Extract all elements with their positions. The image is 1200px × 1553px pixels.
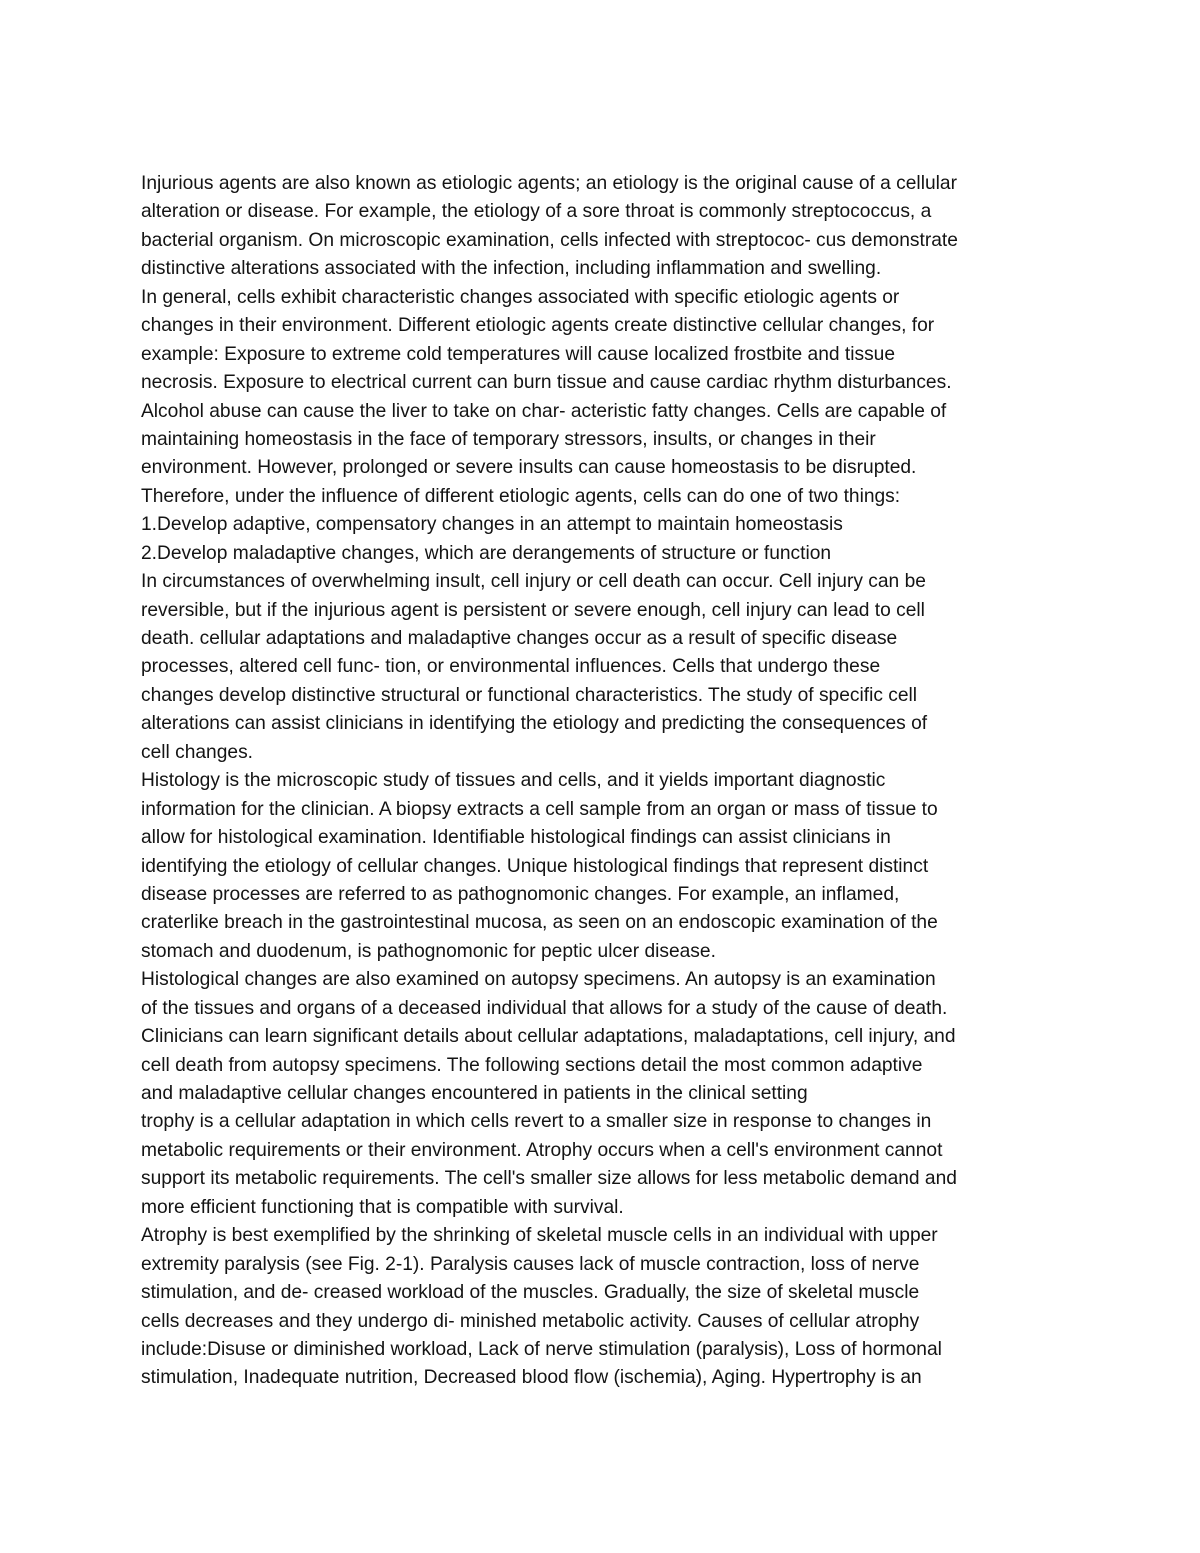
text-line: bacterial organism. On microscopic examination, cells infected with streptococ- cus demonstrate: [141, 229, 958, 251]
text-line: example: Exposure to extreme cold temperatures will cause localized frostbite and tissue: [141, 343, 896, 365]
text-line: Clinicians can learn significant details about cellular adaptations, maladaptations, cell injury, and: [141, 1026, 956, 1048]
text-line: necrosis. Exposure to electrical current can burn tissue and cause cardiac rhythm disturbances.: [141, 372, 952, 394]
text-line: Histological changes are also examined on autopsy specimens. An autopsy is an examination: [141, 969, 936, 991]
text-line: maintaining homeostasis in the face of temporary stressors, insults, or changes in their: [141, 428, 876, 450]
text-line: alterations can assist clinicians in identifying the etiology and predicting the consequences of: [141, 713, 928, 735]
text-line: Histology is the microscopic study of tissues and cells, and it yields important diagnostic: [141, 770, 886, 792]
text-line: death. cellular adaptations and maladaptive changes occur as a result of specific disease: [141, 628, 898, 649]
text-line: changes in their environment. Different etiologic agents create distinctive cellular changes, for: [141, 315, 935, 337]
text-line: Injurious agents are also known as etiologic agents; an etiology is the original cause of a cellular: [141, 173, 957, 194]
text-line: identifying the etiology of cellular changes. Unique histological findings that represent distinct: [141, 855, 929, 877]
text-line: processes, altered cell func- tion, or environmental influences. Cells that undergo these: [141, 656, 881, 678]
list-item: 2.Develop maladaptive changes, which are derangements of structure or function: [141, 542, 832, 564]
text-line: information for the clinician. A biopsy extracts a cell sample from an organ or mass of tissue to: [141, 798, 938, 820]
text-line: cell death from autopsy specimens. The following sections detail the most common adaptive: [141, 1054, 923, 1076]
text-line: disease processes are referred to as pathognomonic changes. For example, an inflamed,: [141, 883, 900, 905]
text-line: include:Disuse or diminished workload, Lack of nerve stimulation (paralysis), Loss of hormonal: [141, 1338, 942, 1360]
text-line: craterlike breach in the gastrointestinal mucosa, as seen on an endoscopic examination of the: [141, 912, 938, 934]
text-line: cells decreases and they undergo di- minished metabolic activity. Causes of cellular atrophy: [141, 1310, 920, 1332]
text-line: alteration or disease. For example, the etiology of a sore throat is commonly streptococcus, a: [141, 201, 932, 223]
text-line: reversible, but if the injurious agent is persistent or severe enough, cell injury can lead to cell: [141, 599, 925, 621]
text-line: of the tissues and organs of a deceased individual that allows for a study of the cause of death.: [141, 997, 948, 1019]
text-line: Atrophy is best exemplified by the shrinking of skeletal muscle cells in an individual with upper: [141, 1225, 938, 1247]
text-line: trophy is a cellular adaptation in which cells revert to a smaller size in response to changes in: [141, 1111, 932, 1133]
text-line: environment. However, prolonged or severe insults can cause homeostasis to be disrupted.: [141, 457, 917, 479]
text-line: allow for histological examination. Identifiable histological findings can assist clinicians in: [141, 827, 891, 849]
list-item: 1.Develop adaptive, compensatory changes in an attempt to maintain homeostasis: [141, 514, 843, 536]
text-line: metabolic requirements or their environment. Atrophy occurs when a cell's environment cannot: [141, 1139, 943, 1161]
text-line: stimulation, Inadequate nutrition, Decreased blood flow (ischemia), Aging. Hypertrophy is an: [141, 1367, 922, 1389]
text-line: extremity paralysis (see Fig. 2-1). Paralysis causes lack of muscle contraction, loss of nerve: [141, 1253, 920, 1275]
text-line: In general, cells exhibit characteristic changes associated with specific etiologic agents or: [141, 286, 900, 308]
text-line: cell changes.: [141, 741, 253, 763]
document-body-text: [141, 170, 1071, 1393]
text-line: Alcohol abuse can cause the liver to take on char- acteristic fatty changes. Cells are capable of: [141, 400, 947, 422]
text-line: support its metabolic requirements. The cell's smaller size allows for less metabolic demand and: [141, 1168, 957, 1190]
text-line: changes develop distinctive structural or functional characteristics. The study of specific cell: [141, 684, 918, 706]
text-line: more efficient functioning that is compatible with survival.: [141, 1196, 624, 1218]
text-line: In circumstances of overwhelming insult, cell injury or cell death can occur. Cell injury can be: [141, 571, 926, 593]
text-line: stimulation, and de- creased workload of the muscles. Gradually, the size of skeletal muscle: [141, 1282, 920, 1304]
text-line: and maladaptive cellular changes encountered in patients in the clinical setting: [141, 1083, 808, 1104]
text-line: stomach and duodenum, is pathognomonic for peptic ulcer disease.: [141, 940, 716, 962]
text-line: distinctive alterations associated with the infection, including inflammation and swelling.: [141, 258, 882, 280]
text-line: Therefore, under the influence of different etiologic agents, cells can do one of two things:: [141, 485, 901, 507]
